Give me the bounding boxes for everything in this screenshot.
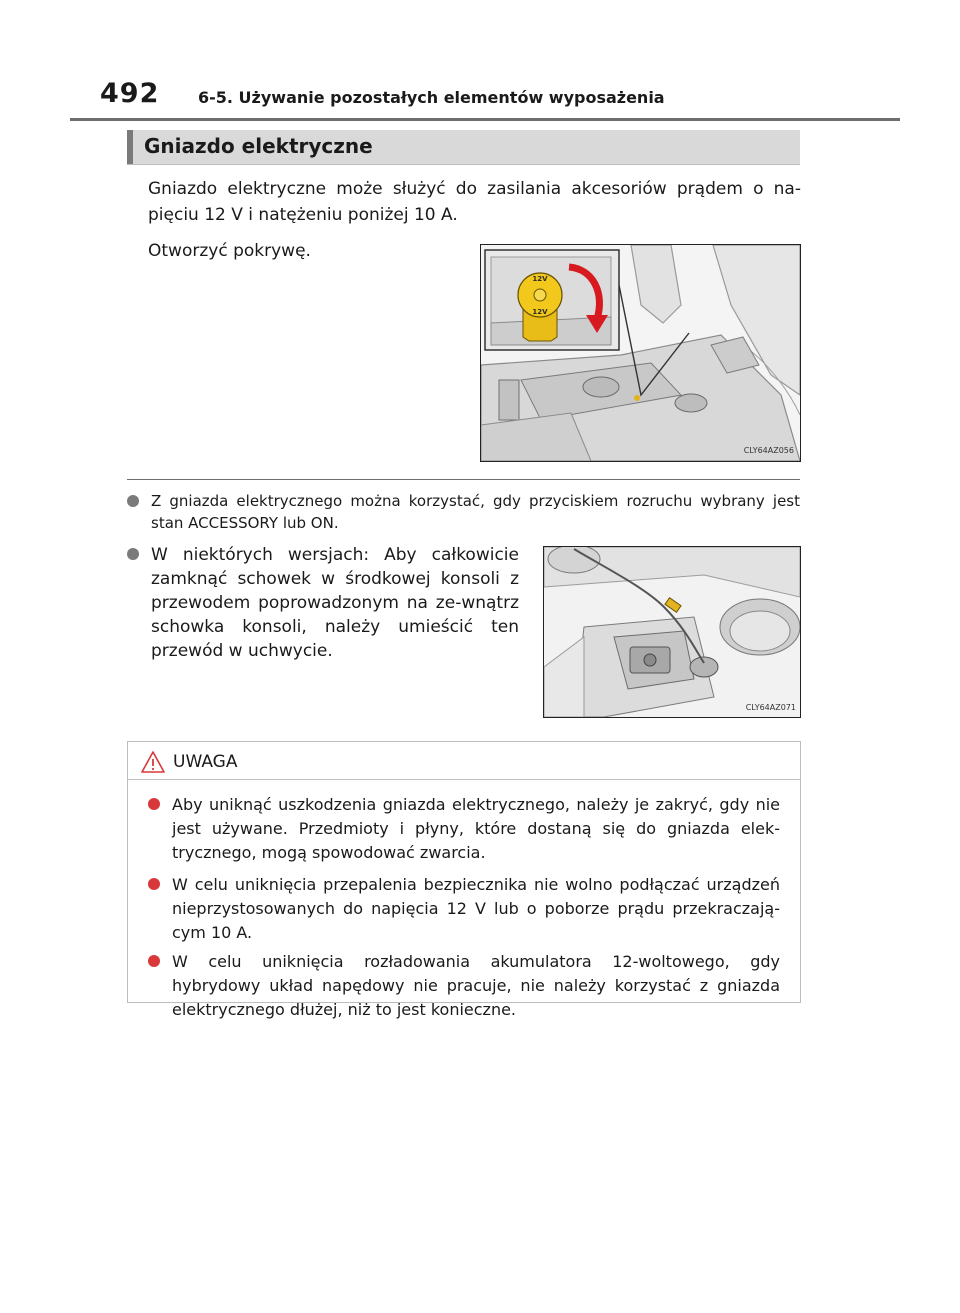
note-text: W niektórych wersjach: Aby całkowicie zamknąć schowek w środkowej konsoli z przewodem poprowadzonym na ze-wnątrz schowka konsoli, należy umieścić ten przewód w uchwycie.: [151, 545, 519, 661]
section-title-accent: [127, 130, 133, 164]
warning-item: [148, 793, 780, 868]
bullet-dot: [148, 955, 160, 967]
note-bullet-cable-holder: [127, 543, 519, 663]
warning-triangle-icon: [141, 751, 165, 773]
warning-item-text: W celu uniknięcia przepalenia bezpiecznika nie wolno podłączać urządzeń nieprzystosowanych do napięcia 12 V lub o poborze prądu przekraczają-cym 10 A.: [172, 875, 780, 942]
section-title-bar: [127, 130, 800, 165]
warning-item-text: Aby uniknąć uszkodzenia gniazda elektrycznego, należy je zakryć, gdy nie jest używane. Przedmioty i płyny, które dostaną się do gniazda elek-trycznego, mogą spowodować zwarcia.: [172, 795, 780, 862]
chapter-title: 6-5. Używanie pozostałych elementów wyposażenia: [198, 88, 665, 107]
section-divider: [127, 479, 800, 480]
note-text: Z gniazda elektrycznego można korzystać, gdy przyciskiem rozruchu wybrany jest stan ACCESSORY lub ON.: [151, 492, 800, 532]
warning-title: UWAGA: [173, 752, 238, 772]
bullet-dot: [148, 878, 160, 890]
warning-header: [128, 742, 800, 780]
step-open-cover: Otworzyć pokrywę.: [148, 241, 311, 261]
warning-item-text: W celu uniknięcia rozładowania akumulatora 12-woltowego, gdy hybrydowy układ napędowy nie pracuje, nie należy korzystać z gniazda elektrycznego dłużej, niż to jest konieczne.: [172, 952, 780, 1019]
intro-paragraph: Gniazdo elektryczne może służyć do zasilania akcesoriów prądem o na-pięciu 12 V i natężeniu poniżej 10 A.: [148, 179, 801, 225]
warning-item: [148, 873, 780, 948]
bullet-dot: [148, 798, 160, 810]
page-number: 492: [100, 78, 160, 109]
bullet-dot: [127, 548, 139, 560]
svg-text:12V: 12V: [532, 308, 548, 316]
warning-box: [127, 741, 801, 1019]
svg-text:12V: 12V: [532, 275, 548, 283]
figure-code-socket-cover: CLY64AZ056: [743, 446, 794, 455]
note-bullet-accessory: [127, 490, 800, 540]
figure-console-storage: [543, 546, 801, 718]
header-rule: [70, 118, 900, 121]
section-title: Gniazdo elektryczne: [144, 134, 373, 158]
figure-code-console: CLY64AZ071: [745, 703, 796, 712]
figure-socket-cover: [480, 244, 801, 462]
bullet-dot: [127, 495, 139, 507]
warning-item: [148, 950, 780, 1019]
